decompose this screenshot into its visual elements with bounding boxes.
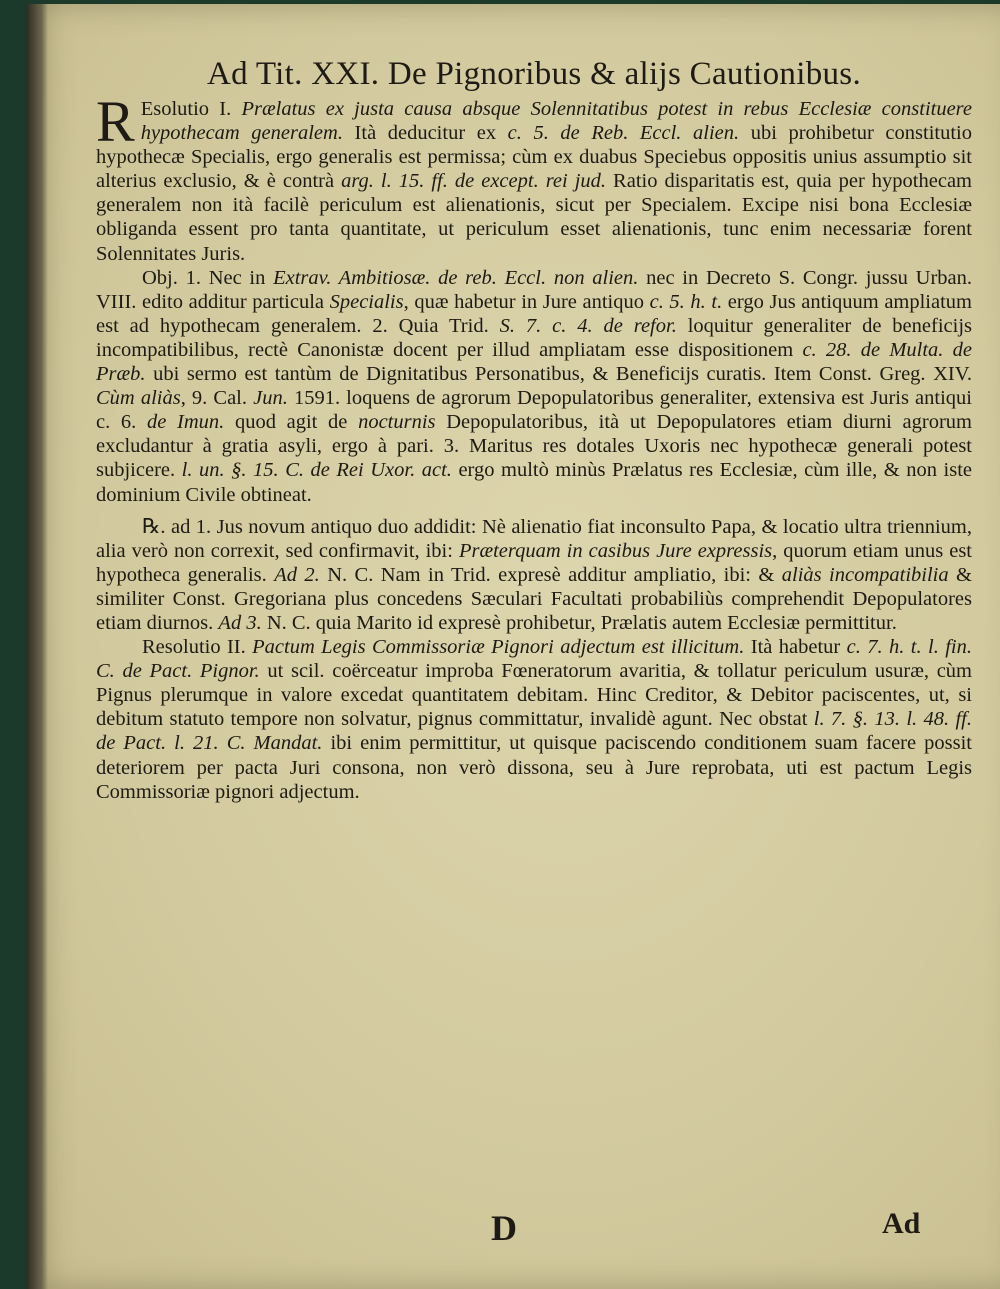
responsio-paragraph — [96, 515, 972, 635]
citation: S. 7. c. 4. de refor. — [499, 314, 677, 337]
citation: c. 5. h. t. — [649, 290, 723, 313]
text-run: Ità habetur — [744, 636, 847, 659]
citation: arg. l. 15. ff. de except. rei jud. — [341, 170, 607, 193]
citation: l. un. §. 15. C. de Rei Uxor. act. — [181, 459, 452, 482]
text-run: Depopulatoribus, ità ut Depopulatores etiam diurni agrorum excludantur à gratia asyli, ergo à pari. 3. Maritus res dotales Uxoris nec hypothecæ generali potest subjicere. — [96, 411, 972, 482]
page-title: Ad Tit. XXI. De Pignoribus & alijs Cautionibus. — [207, 56, 861, 92]
text-run: & similiter Const. Gregoriana plus concedens Sæculari Facultati probabiliùs comprehendit Depopulatores etiam diurnos. — [96, 563, 973, 634]
citation: Specialis — [329, 290, 404, 313]
catchword: Ad — [882, 1207, 921, 1240]
text-run: ℞. ad 1. Jus novum antiquo duo addidit: Nè alienatio fiat inconsulto Papa, & locatio ultra triennium, alia verò non correxit, sed confirmavit, ibi: — [96, 515, 972, 562]
citation: c. 5. de Reb. Eccl. alien. — [507, 122, 740, 145]
citation: c. 7. h. t. l. fin. C. de Pact. Pignor. — [96, 636, 972, 683]
text-run: N. C. quia Marito id expresè prohibetur, Prælatis autem Ecclesiæ permittitur. — [261, 611, 897, 634]
text-run: N. C. Nam in Trid. expresè additur ampliatio, ibi: & — [319, 563, 782, 586]
text-run: 1591. loquens de agrorum Depopulatoribus generaliter, extensiva est Juris antiqui c. 6. — [96, 387, 972, 434]
text-block — [96, 56, 972, 804]
book-page — [26, 4, 1000, 1289]
citation: nocturnis — [358, 411, 436, 434]
resolutio-1-thesis: Prælatus ex justa causa absque Solennitatibus potest in rebus Ecclesiæ constituere hypothecam generalem. — [140, 98, 972, 145]
text-run: ubi prohibetur constitutio hypothecæ Specialis, ergo generalis est permissa; cùm ex duabus Speciebus oppositis unius assumptio sit alterius exclusio, & è contrà — [96, 122, 972, 193]
citation: Præterquam in casibus Jure expressis — [458, 539, 773, 562]
drop-cap: R — [96, 89, 135, 154]
resolutio-1-paragraph — [96, 89, 972, 266]
citation: Cùm aliàs — [96, 387, 181, 410]
text-run: Ità deducitur ex — [342, 122, 508, 145]
citation: aliàs incompatibilia — [781, 563, 949, 586]
citation: Ad 2. — [274, 563, 320, 586]
text-run: Obj. 1. Nec in — [142, 266, 274, 289]
objectio-paragraph — [96, 266, 972, 507]
resolutio-2-lead: Resolutio II. — [142, 636, 253, 659]
text-run: ibi enim permittitur, ut quisque paciscendo conditionem suam facere possit deteriorem per pacta Juri consona, non verò dissona, seu à Jure reprobata, uti est pactum Legis Commissoriæ pignori adjectum. — [96, 732, 972, 803]
citation: Jun. — [253, 387, 288, 410]
citation: l. 7. §. 13. l. 48. ff. de Pact. l. 21. C. Mandat. — [96, 708, 972, 755]
text-run: quod agit de — [224, 411, 359, 434]
text-run: ubi sermo est tantùm de Dignitatibus Personatibus, & Beneficijs curatis. Item Const. Greg. XIV. — [145, 363, 972, 386]
text-run: ut scil. coërceatur improba Fœneratorum avaritia, & tollatur periculum usuræ, cùm Pignus plerumque in valore excedat quantitatem debitam. Hinc Creditor, & Debitor paciscentes, ut, si debitum statuto tempore non solvatur, pignus committatur, invalidè agunt. Nec obstat — [96, 660, 972, 731]
text-run: , quæ habetur in Jure antiquo — [403, 290, 650, 313]
text-run: ergo multò minùs Prælatus res Ecclesiæ, cùm ille, & non iste dominium Civile obtineat. — [96, 459, 972, 506]
text-run: Ratio disparitatis est, quia per hypothecam generalem non ità facilè periculum est alienationis, sicut per Specialem. Excipe nisi bona Ecclesiæ obliganda essent pro tanta quantitate, ut periculum esset alienationis, tunc enim necessariæ forent Solennitates Juris. — [96, 170, 972, 265]
citation: Extrav. Ambitiosæ. de reb. Eccl. non alien. — [273, 266, 639, 289]
resolutio-2-thesis: Pactum Legis Commissoriæ Pignori adjectum est illicitum. — [252, 636, 745, 659]
citation: de Imun. — [146, 411, 225, 434]
text-run: , 9. Cal. — [180, 387, 254, 410]
citation: c. 28. de Multa. de Præb. — [96, 338, 972, 386]
page-gutter — [26, 4, 48, 1289]
resolutio-2-paragraph — [96, 635, 972, 804]
text-run: loquitur generaliter de beneficijs incompatibilibus, rectè Canonistæ docent per illud ampliatam esse dispositionem — [96, 314, 972, 361]
resolutio-1-lead: Esolutio I. — [140, 98, 242, 120]
citation: Ad 3. — [218, 611, 262, 634]
signature-mark: D — [491, 1208, 517, 1248]
text-run: , quorum etiam unus est hypotheca generalis. — [96, 539, 972, 586]
text-run: ergo Jus antiquum ampliatum est ad hypothecam generalem. 2. Quia Trid. — [96, 290, 972, 337]
text-run: nec in Decreto S. Congr. jussu Urban. VIII. edito additur particula — [96, 266, 973, 313]
